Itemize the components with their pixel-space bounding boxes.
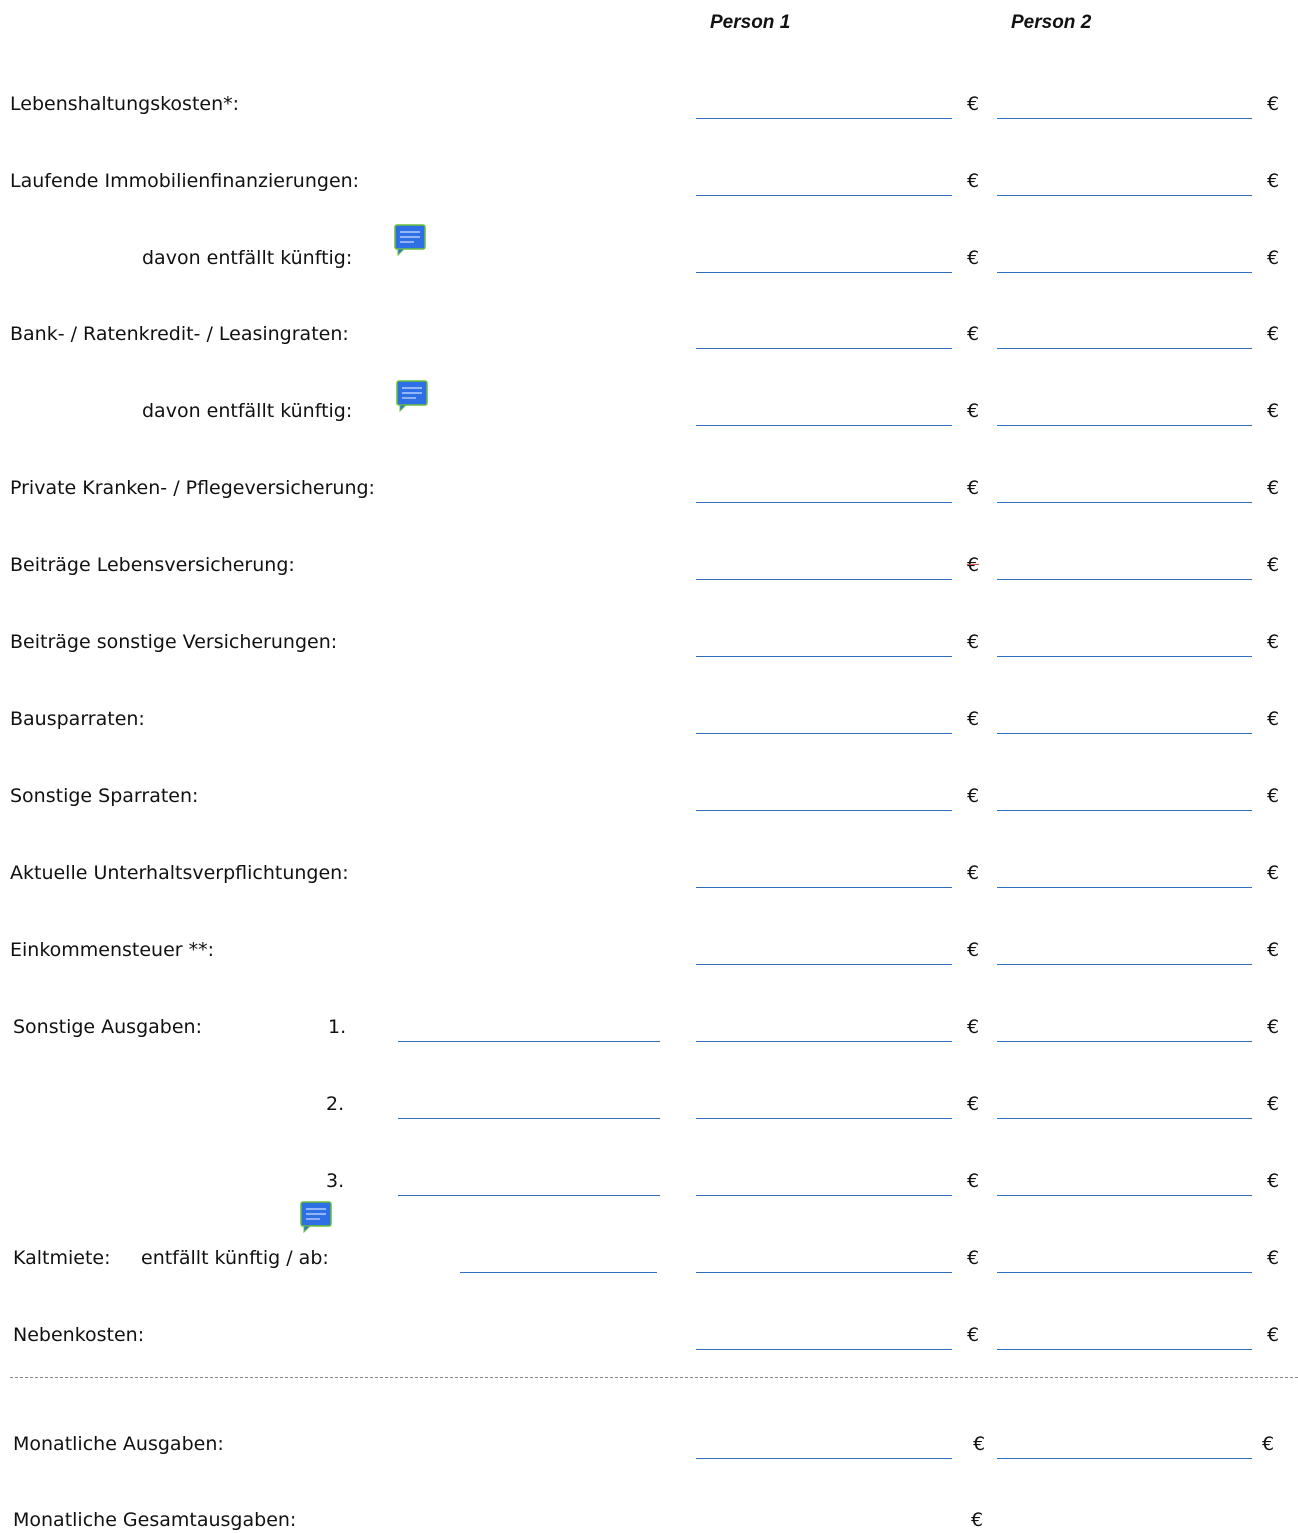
person-2-amount-field[interactable] — [997, 425, 1252, 426]
row-label: Beiträge Lebensversicherung: — [10, 554, 295, 576]
euro-symbol: € — [1267, 785, 1280, 807]
person-1-amount-field[interactable] — [696, 118, 952, 119]
person-1-amount-field[interactable] — [696, 502, 952, 503]
person-2-amount-field[interactable] — [997, 272, 1252, 273]
euro-symbol: € — [1267, 1093, 1280, 1115]
person-1-amount-field[interactable] — [696, 579, 952, 580]
euro-symbol: € — [1267, 708, 1280, 730]
euro-symbol: € — [1267, 170, 1280, 192]
euro-symbol: € — [1267, 93, 1280, 115]
person-1-amount-field[interactable] — [696, 1041, 952, 1042]
person-1-amount-field[interactable] — [696, 887, 952, 888]
euro-symbol: € — [1267, 1324, 1280, 1346]
nebenkosten-label: Nebenkosten: — [13, 1324, 145, 1346]
euro-symbol: € — [1267, 247, 1280, 269]
person-2-amount-field[interactable] — [997, 579, 1252, 580]
euro-symbol: € — [967, 862, 980, 884]
person-1-amount-field[interactable] — [696, 272, 952, 273]
person-1-amount-field[interactable] — [696, 656, 952, 657]
person-2-amount-field[interactable] — [997, 118, 1252, 119]
euro-symbol: € — [1267, 400, 1280, 422]
row-label: davon entfällt künftig: — [142, 400, 353, 422]
euro-symbol: € — [967, 1324, 980, 1346]
person-2-amount-field[interactable] — [997, 810, 1252, 811]
person-1-amount-field[interactable] — [696, 1195, 952, 1196]
person-2-amount-field[interactable] — [997, 195, 1252, 196]
person-1-amount-field[interactable] — [696, 964, 952, 965]
person-1-amount-field[interactable] — [696, 348, 952, 349]
euro-symbol: € — [967, 785, 980, 807]
euro-symbol: € — [1267, 862, 1280, 884]
row-label: Einkommensteuer **: — [10, 939, 215, 961]
person-2-monthly-total-field[interactable] — [997, 1458, 1252, 1459]
person-1-amount-field[interactable] — [696, 1349, 952, 1350]
sonstige-item-number: 2. — [326, 1093, 345, 1115]
euro-symbol: € — [967, 939, 980, 961]
comment-icon[interactable] — [396, 380, 428, 412]
monatliche-ausgaben-label: Monatliche Ausgaben: — [13, 1433, 224, 1455]
person-2-amount-field[interactable] — [997, 1041, 1252, 1042]
person-2-amount-field[interactable] — [997, 348, 1252, 349]
person-2-amount-field[interactable] — [997, 1195, 1252, 1196]
comment-icon[interactable] — [394, 224, 426, 256]
person-1-amount-field[interactable] — [696, 195, 952, 196]
kaltmiete-date-field[interactable] — [460, 1272, 657, 1273]
euro-symbol: € — [967, 170, 980, 192]
person-2-amount-field[interactable] — [997, 1118, 1252, 1119]
euro-symbol: € — [1267, 631, 1280, 653]
euro-symbol: € — [967, 1016, 980, 1038]
row-label: Bausparraten: — [10, 708, 145, 730]
kaltmiete-sublabel: entfällt künftig / ab: — [141, 1247, 329, 1269]
euro-symbol: € — [967, 554, 980, 576]
section-divider — [10, 1377, 1298, 1378]
euro-symbol: € — [1267, 477, 1280, 499]
header-person-2: Person 2 — [1011, 12, 1092, 33]
euro-symbol: € — [967, 631, 980, 653]
euro-symbol: € — [1267, 939, 1280, 961]
euro-symbol: € — [1262, 1433, 1275, 1455]
person-1-amount-field[interactable] — [696, 810, 952, 811]
person-2-amount-field[interactable] — [997, 1349, 1252, 1350]
row-label: Bank- / Ratenkredit- / Leasingraten: — [10, 323, 349, 345]
euro-symbol: € — [967, 323, 980, 345]
euro-symbol: € — [967, 1170, 980, 1192]
euro-symbol: € — [1267, 1247, 1280, 1269]
person-1-monthly-total-field[interactable] — [696, 1458, 952, 1459]
person-2-amount-field[interactable] — [997, 964, 1252, 965]
grand-total-euro-symbol: € — [971, 1509, 984, 1531]
header-person-1: Person 1 — [710, 12, 791, 33]
row-label: Sonstige Sparraten: — [10, 785, 199, 807]
person-2-amount-field[interactable] — [997, 1272, 1252, 1273]
person-2-amount-field[interactable] — [997, 502, 1252, 503]
person-2-amount-field[interactable] — [997, 656, 1252, 657]
row-label: Aktuelle Unterhaltsverpflichtungen: — [10, 862, 349, 884]
euro-symbol: € — [1267, 1170, 1280, 1192]
row-label: Laufende Immobilienfinanzierungen: — [10, 170, 360, 192]
euro-symbol: € — [1267, 1016, 1280, 1038]
euro-symbol: € — [973, 1433, 986, 1455]
row-label: Beiträge sonstige Versicherungen: — [10, 631, 338, 653]
sonstige-description-field[interactable] — [398, 1041, 660, 1042]
euro-symbol: € — [967, 1247, 980, 1269]
comment-icon[interactable] — [300, 1201, 332, 1233]
row-label: Private Kranken- / Pflegeversicherung: — [10, 477, 375, 499]
sonstige-item-number: 1. — [328, 1016, 347, 1038]
sonstige-item-number: 3. — [326, 1170, 345, 1192]
euro-symbol: € — [1267, 554, 1280, 576]
euro-symbol: € — [967, 708, 980, 730]
euro-symbol: € — [967, 1093, 980, 1115]
sonstige-description-field[interactable] — [398, 1118, 660, 1119]
row-label: Lebenshaltungskosten*: — [10, 93, 240, 115]
euro-symbol: € — [967, 400, 980, 422]
euro-symbol: € — [1267, 323, 1280, 345]
person-1-amount-field[interactable] — [696, 1118, 952, 1119]
euro-symbol: € — [967, 477, 980, 499]
monatliche-gesamtausgaben-label: Monatliche Gesamtausgaben: — [13, 1509, 297, 1531]
row-label: davon entfällt künftig: — [142, 247, 353, 269]
person-2-amount-field[interactable] — [997, 887, 1252, 888]
sonstige-description-field[interactable] — [398, 1195, 660, 1196]
sonstige-ausgaben-label: Sonstige Ausgaben: — [13, 1016, 202, 1038]
person-1-amount-field[interactable] — [696, 425, 952, 426]
euro-symbol: € — [967, 93, 980, 115]
person-1-amount-field[interactable] — [696, 1272, 952, 1273]
euro-symbol: € — [967, 247, 980, 269]
kaltmiete-label: Kaltmiete: — [13, 1247, 111, 1269]
person-2-amount-field[interactable] — [997, 733, 1252, 734]
person-1-amount-field[interactable] — [696, 733, 952, 734]
